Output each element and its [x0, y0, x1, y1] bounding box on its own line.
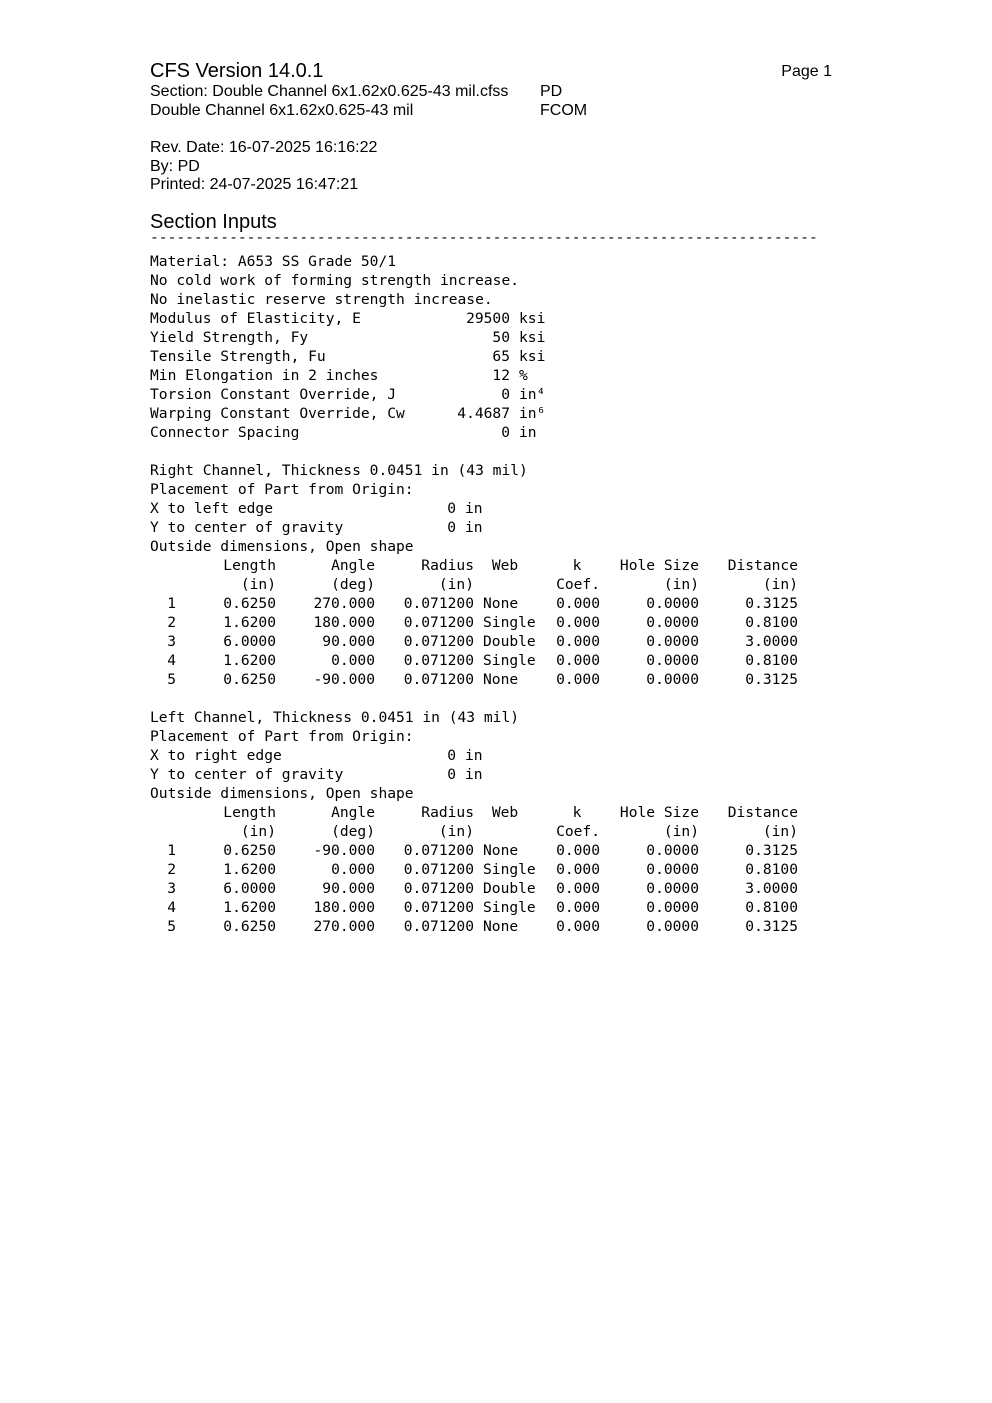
table-header: Length [223, 804, 276, 821]
section-inputs-title: Section Inputs [150, 211, 277, 233]
table-header: Angle [331, 804, 375, 821]
property-unit: in⁶ [519, 405, 546, 422]
property-value: 50 [492, 329, 510, 346]
cell-n: 5 [167, 671, 176, 688]
cell-web: Single [483, 861, 536, 878]
cell-angle: 180.000 [313, 614, 375, 631]
cell-web: None [483, 671, 519, 688]
cell-angle: 90.000 [322, 633, 375, 650]
x-placement-value: 0 [447, 500, 456, 517]
property-value: 29500 [466, 310, 510, 327]
placement-label: Placement of Part from Origin: [150, 481, 414, 498]
table-header: Hole Size [619, 557, 699, 574]
y-placement-label: Y to center of gravity [150, 766, 344, 783]
cell-k: 0.000 [556, 614, 600, 631]
y-placement-unit: in [465, 519, 483, 536]
cell-radius: 0.071200 [403, 880, 474, 897]
cell-n: 3 [167, 633, 176, 650]
table-header-unit: (in) [240, 576, 276, 593]
table-header: k [572, 557, 582, 574]
cell-length: 6.0000 [223, 633, 276, 650]
cell-length: 6.0000 [223, 880, 276, 897]
table-header-unit: (in) [663, 823, 699, 840]
note-line: No cold work of forming strength increase. [150, 272, 520, 289]
cell-n: 1 [167, 595, 176, 612]
table-header: Hole Size [619, 804, 699, 821]
cell-distance: 0.8100 [745, 861, 798, 878]
table-header: Angle [331, 557, 375, 574]
property-value: 12 [492, 367, 510, 384]
y-placement-unit: in [465, 766, 483, 783]
cell-angle: 0.000 [331, 861, 375, 878]
cell-web: None [483, 595, 519, 612]
property-label: Modulus of Elasticity, E [150, 310, 361, 327]
cell-radius: 0.071200 [403, 633, 474, 650]
cell-angle: 180.000 [313, 899, 375, 916]
cell-angle: 0.000 [331, 652, 375, 669]
cell-n: 4 [167, 652, 176, 669]
cell-radius: 0.071200 [403, 595, 474, 612]
channel-title: Right Channel, Thickness 0.0451 in (43 mil) [150, 462, 528, 479]
cell-n: 4 [167, 899, 176, 916]
property-value: 65 [492, 348, 510, 365]
cell-distance: 3.0000 [745, 880, 798, 897]
cell-n: 3 [167, 880, 176, 897]
cell-n: 2 [167, 614, 176, 631]
section-divider: ---------------------------------------------------------------------------- [150, 229, 818, 246]
cell-radius: 0.071200 [403, 614, 474, 631]
table-header-unit: (in) [762, 576, 798, 593]
cell-distance: 3.0000 [745, 633, 798, 650]
shape-label: Outside dimensions, Open shape [150, 538, 414, 555]
table-header-unit: (in) [762, 823, 798, 840]
section-file-line: Section: Double Channel 6x1.62x0.625-43 mil.cfss [150, 83, 509, 100]
cell-web: None [483, 842, 519, 859]
section-file-right: PD [540, 83, 563, 100]
cell-distance: 0.3125 [745, 918, 798, 935]
table-header-unit: (deg) [331, 576, 375, 593]
table-header: Radius [421, 804, 474, 821]
cell-distance: 0.3125 [745, 671, 798, 688]
cell-distance: 0.8100 [745, 652, 798, 669]
cell-radius: 0.071200 [403, 652, 474, 669]
property-unit: in⁴ [519, 386, 546, 403]
cell-web: Single [483, 614, 536, 631]
shape-label: Outside dimensions, Open shape [150, 785, 414, 802]
cell-angle: 270.000 [313, 918, 375, 935]
cell-length: 0.6250 [223, 842, 276, 859]
cell-radius: 0.071200 [403, 861, 474, 878]
x-placement-unit: in [465, 500, 483, 517]
cell-k: 0.000 [556, 595, 600, 612]
cell-k: 0.000 [556, 671, 600, 688]
cell-hole: 0.0000 [646, 880, 699, 897]
property-unit: ksi [519, 310, 546, 327]
cell-k: 0.000 [556, 633, 600, 650]
property-unit: % [519, 367, 528, 384]
property-label: Min Elongation in 2 inches [150, 367, 379, 384]
x-placement-unit: in [465, 747, 483, 764]
cell-angle: 270.000 [313, 595, 375, 612]
cell-distance: 0.8100 [745, 614, 798, 631]
table-header-unit: (in) [438, 823, 474, 840]
cell-n: 2 [167, 861, 176, 878]
cell-length: 0.6250 [223, 595, 276, 612]
cell-hole: 0.0000 [646, 899, 699, 916]
rev-date: Rev. Date: 16-07-2025 16:16:22 [150, 139, 378, 156]
table-header-unit: Coef. [556, 823, 600, 840]
printed-date: Printed: 24-07-2025 16:47:21 [150, 176, 359, 193]
cell-k: 0.000 [556, 918, 600, 935]
x-placement-label: X to right edge [150, 747, 282, 764]
table-header-unit: (in) [663, 576, 699, 593]
cell-web: Single [483, 899, 536, 916]
cell-hole: 0.0000 [646, 652, 699, 669]
cell-k: 0.000 [556, 652, 600, 669]
cell-hole: 0.0000 [646, 614, 699, 631]
cell-length: 0.6250 [223, 671, 276, 688]
cell-hole: 0.0000 [646, 861, 699, 878]
section-name-line: Double Channel 6x1.62x0.625-43 mil [150, 102, 414, 119]
cell-hole: 0.0000 [646, 633, 699, 650]
table-header-unit: (deg) [331, 823, 375, 840]
cell-angle: 90.000 [322, 880, 375, 897]
y-placement-value: 0 [447, 519, 456, 536]
cell-length: 1.6200 [223, 861, 276, 878]
table-header: Length [223, 557, 276, 574]
property-value: 4.4687 [457, 405, 510, 422]
property-label: Warping Constant Override, Cw [150, 405, 405, 422]
cell-length: 1.6200 [223, 614, 276, 631]
cell-radius: 0.071200 [403, 918, 474, 935]
cell-n: 5 [167, 918, 176, 935]
y-placement-value: 0 [447, 766, 456, 783]
property-unit: ksi [519, 348, 546, 365]
cell-web: Single [483, 652, 536, 669]
cell-hole: 0.0000 [646, 918, 699, 935]
table-header: Distance [727, 804, 798, 821]
cell-web: Double [483, 633, 536, 650]
table-header-unit: (in) [438, 576, 474, 593]
cell-angle: -90.000 [313, 842, 375, 859]
cell-angle: -90.000 [313, 671, 375, 688]
x-placement-label: X to left edge [150, 500, 274, 517]
cell-k: 0.000 [556, 861, 600, 878]
property-label: Tensile Strength, Fu [150, 348, 326, 365]
cell-k: 0.000 [556, 899, 600, 916]
cell-n: 1 [167, 842, 176, 859]
property-label: Torsion Constant Override, J [150, 386, 397, 403]
cell-k: 0.000 [556, 842, 600, 859]
x-placement-value: 0 [447, 747, 456, 764]
cell-hole: 0.0000 [646, 671, 699, 688]
section-name-right: FCOM [540, 102, 588, 119]
page-number: Page 1 [781, 63, 832, 80]
cell-distance: 0.8100 [745, 899, 798, 916]
table-header-unit: Coef. [556, 576, 600, 593]
property-unit: in [519, 424, 537, 441]
table-header-unit: (in) [240, 823, 276, 840]
table-header: k [572, 804, 582, 821]
property-unit: ksi [519, 329, 546, 346]
cell-radius: 0.071200 [403, 671, 474, 688]
cell-length: 0.6250 [223, 918, 276, 935]
author: By: PD [150, 158, 200, 175]
cell-distance: 0.3125 [745, 842, 798, 859]
table-header: Web [491, 557, 519, 574]
cell-distance: 0.3125 [745, 595, 798, 612]
cell-length: 1.6200 [223, 652, 276, 669]
cell-web: None [483, 918, 519, 935]
placement-label: Placement of Part from Origin: [150, 728, 414, 745]
channel-title: Left Channel, Thickness 0.0451 in (43 mil) [150, 709, 520, 726]
property-value: 0 [501, 386, 510, 403]
cell-k: 0.000 [556, 880, 600, 897]
cell-radius: 0.071200 [403, 899, 474, 916]
table-header: Radius [421, 557, 474, 574]
table-header: Distance [727, 557, 798, 574]
cell-hole: 0.0000 [646, 595, 699, 612]
note-line: No inelastic reserve strength increase. [150, 291, 493, 308]
material-line: Material: A653 SS Grade 50/1 [150, 253, 397, 270]
app-title: CFS Version 14.0.1 [150, 60, 324, 82]
cell-radius: 0.071200 [403, 842, 474, 859]
property-label: Connector Spacing [150, 424, 300, 441]
cell-hole: 0.0000 [646, 842, 699, 859]
table-header: Web [491, 804, 519, 821]
cell-length: 1.6200 [223, 899, 276, 916]
property-value: 0 [501, 424, 510, 441]
y-placement-label: Y to center of gravity [150, 519, 344, 536]
cell-web: Double [483, 880, 536, 897]
property-label: Yield Strength, Fy [150, 329, 309, 346]
